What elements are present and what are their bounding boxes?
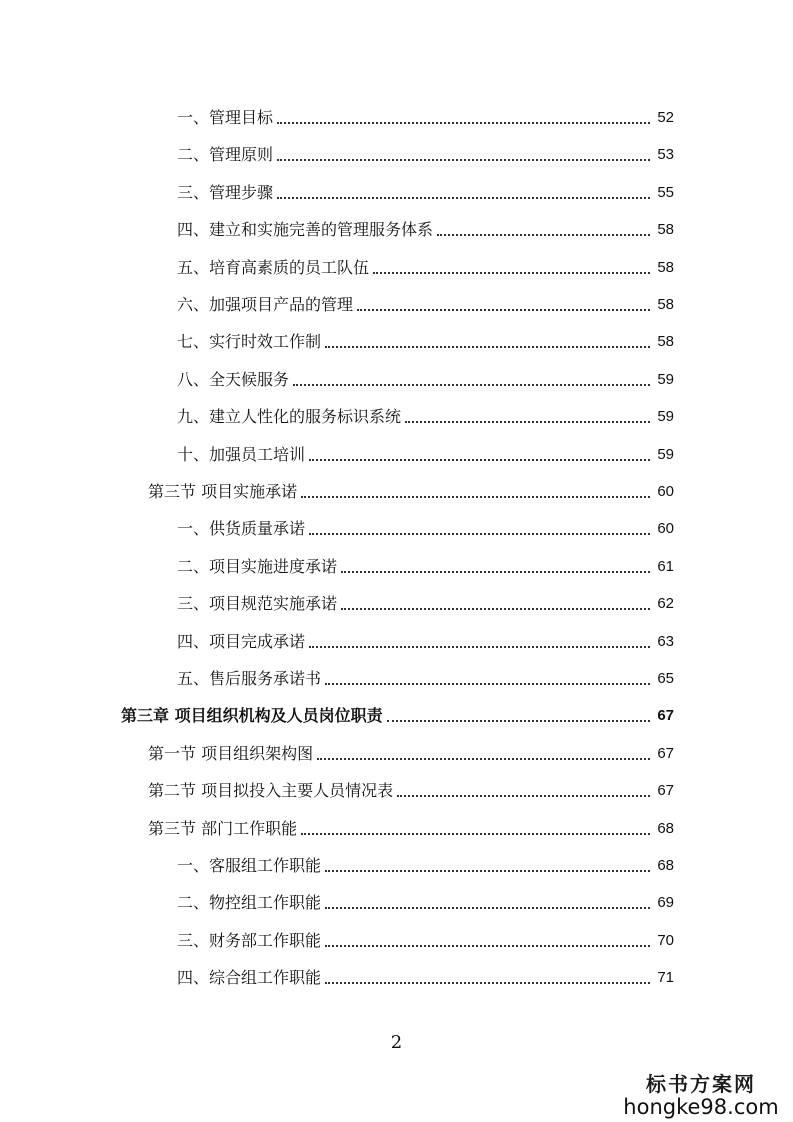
toc-dot-leader bbox=[301, 833, 650, 835]
toc-entry-label: 二、项目实施进度承诺 bbox=[177, 556, 338, 576]
toc-entry-label: 一、客服组工作职能 bbox=[177, 856, 322, 875]
toc-entry-page: 58 bbox=[657, 333, 674, 351]
toc-entry-page: 58 bbox=[657, 221, 674, 239]
watermark-logo bbox=[621, 1068, 781, 1119]
toc-entry-label: 八、全天候服务 bbox=[177, 369, 290, 389]
toc-entry-label: 第二节 项目拟投入主要人员情况表 bbox=[148, 781, 394, 801]
toc-entry-page: 68 bbox=[657, 857, 674, 874]
page-number: 2 bbox=[390, 1032, 403, 1053]
toc-entry-label: 十、加强员工培训 bbox=[177, 444, 306, 464]
toc-entry[interactable] bbox=[177, 511, 674, 539]
toc-dot-leader bbox=[325, 346, 650, 348]
toc-entry-page: 59 bbox=[657, 445, 674, 463]
toc-entry-label: 三、财务部工作职能 bbox=[177, 930, 322, 950]
toc-entry-label: 七、实行时效工作制 bbox=[177, 332, 322, 352]
toc-entry-page: 59 bbox=[657, 370, 674, 388]
toc-dot-leader bbox=[309, 533, 650, 535]
toc-entry-label: 四、项目完成承诺 bbox=[177, 631, 306, 651]
toc-entry[interactable] bbox=[148, 736, 674, 764]
watermark-title: 标书方案网 bbox=[646, 1072, 756, 1096]
toc-dot-leader bbox=[309, 459, 650, 461]
toc-entry[interactable] bbox=[177, 137, 674, 165]
toc-dot-leader bbox=[373, 272, 650, 274]
toc-entry-label: 第三节 项目实施承诺 bbox=[148, 482, 298, 501]
toc-dot-leader bbox=[357, 309, 650, 311]
toc-entry[interactable] bbox=[177, 437, 674, 465]
toc-entry-page: 58 bbox=[657, 258, 674, 276]
toc-entry-label: 五、培育高素质的员工队伍 bbox=[177, 257, 370, 277]
toc-entry-label: 第一节 项目组织架构图 bbox=[148, 743, 314, 763]
toc-entry-page: 61 bbox=[657, 557, 674, 575]
toc-entry-page: 58 bbox=[657, 296, 674, 313]
toc-entry-page: 71 bbox=[657, 969, 674, 987]
toc-dot-leader bbox=[325, 683, 650, 685]
toc-entry-page: 55 bbox=[657, 183, 674, 201]
toc-entry-label: 四、综合组工作职能 bbox=[177, 968, 322, 988]
toc-entry[interactable] bbox=[121, 698, 674, 726]
toc-dot-leader bbox=[341, 608, 650, 610]
toc-entry-label: 六、加强项目产品的管理 bbox=[177, 295, 354, 314]
toc-entry-label: 一、供货质量承诺 bbox=[177, 519, 306, 539]
toc-dot-leader bbox=[405, 421, 650, 423]
toc-entry-page: 53 bbox=[657, 146, 674, 164]
toc-entry[interactable] bbox=[177, 960, 674, 988]
toc-entry[interactable] bbox=[177, 885, 674, 913]
toc-entry[interactable] bbox=[177, 399, 674, 427]
toc-entry-page: 68 bbox=[657, 819, 674, 837]
toc-entry-page: 69 bbox=[657, 894, 674, 912]
toc-entry[interactable] bbox=[177, 661, 674, 689]
toc-dot-leader bbox=[325, 982, 650, 984]
toc-entry-page: 67 bbox=[657, 707, 674, 725]
toc-entry[interactable] bbox=[177, 848, 674, 876]
toc-entry[interactable] bbox=[148, 474, 674, 502]
toc-entry-label: 一、管理目标 bbox=[177, 108, 274, 127]
toc-entry[interactable] bbox=[177, 212, 674, 240]
toc-entry-page: 60 bbox=[657, 520, 674, 538]
toc-dot-leader bbox=[317, 758, 650, 760]
watermark-url: hongke98.com bbox=[623, 1095, 779, 1119]
toc-dot-leader bbox=[325, 907, 650, 909]
toc-entry[interactable] bbox=[177, 549, 674, 577]
toc-entry[interactable] bbox=[148, 811, 674, 839]
toc-dot-leader bbox=[277, 122, 650, 124]
toc-dot-leader bbox=[325, 870, 650, 872]
toc-entry-label: 九、建立人性化的服务标识系统 bbox=[177, 407, 402, 427]
toc-entry-page: 62 bbox=[657, 595, 674, 613]
toc-dot-leader bbox=[397, 795, 650, 797]
toc-entry-label: 四、建立和实施完善的管理服务体系 bbox=[177, 220, 434, 240]
toc-entry-page: 70 bbox=[657, 931, 674, 949]
toc-dot-leader bbox=[387, 720, 650, 722]
toc-entry-page: 60 bbox=[657, 483, 674, 500]
toc-entry[interactable] bbox=[177, 324, 674, 352]
toc-entry-page: 63 bbox=[657, 632, 674, 650]
toc-entry-page: 52 bbox=[657, 109, 674, 126]
toc-entry[interactable] bbox=[177, 923, 674, 951]
toc-entry[interactable] bbox=[177, 287, 674, 315]
toc-entry[interactable] bbox=[177, 624, 674, 652]
toc-dot-leader bbox=[293, 384, 650, 386]
toc-entry[interactable] bbox=[177, 175, 674, 203]
toc-entry-label: 二、物控组工作职能 bbox=[177, 893, 322, 913]
toc-entry[interactable] bbox=[177, 100, 674, 128]
toc-dot-leader bbox=[277, 159, 650, 161]
toc-entry-label: 第三节 部门工作职能 bbox=[148, 818, 298, 838]
toc-dot-leader bbox=[325, 945, 650, 947]
toc-entry-page: 67 bbox=[657, 782, 674, 800]
toc-dot-leader bbox=[301, 496, 650, 498]
toc-entry-label: 五、售后服务承诺书 bbox=[177, 669, 322, 688]
toc-entry-label: 三、管理步骤 bbox=[177, 182, 274, 202]
toc-entry-label: 二、管理原则 bbox=[177, 145, 274, 165]
toc-entry[interactable] bbox=[177, 586, 674, 614]
toc-entry[interactable] bbox=[177, 362, 674, 390]
toc-entry-page: 59 bbox=[657, 408, 674, 426]
toc-dot-leader bbox=[309, 646, 650, 648]
toc-entry[interactable] bbox=[148, 773, 674, 801]
toc-dot-leader bbox=[341, 571, 650, 573]
toc-dot-leader bbox=[277, 197, 650, 199]
toc-entry-label: 三、项目规范实施承诺 bbox=[177, 594, 338, 614]
toc-entry-page: 65 bbox=[657, 670, 674, 687]
toc-entry-page: 67 bbox=[657, 744, 674, 762]
toc-entry[interactable] bbox=[177, 250, 674, 278]
toc-dot-leader bbox=[437, 234, 650, 236]
toc-entry-label: 第三章 项目组织机构及人员岗位职责 bbox=[121, 706, 383, 726]
